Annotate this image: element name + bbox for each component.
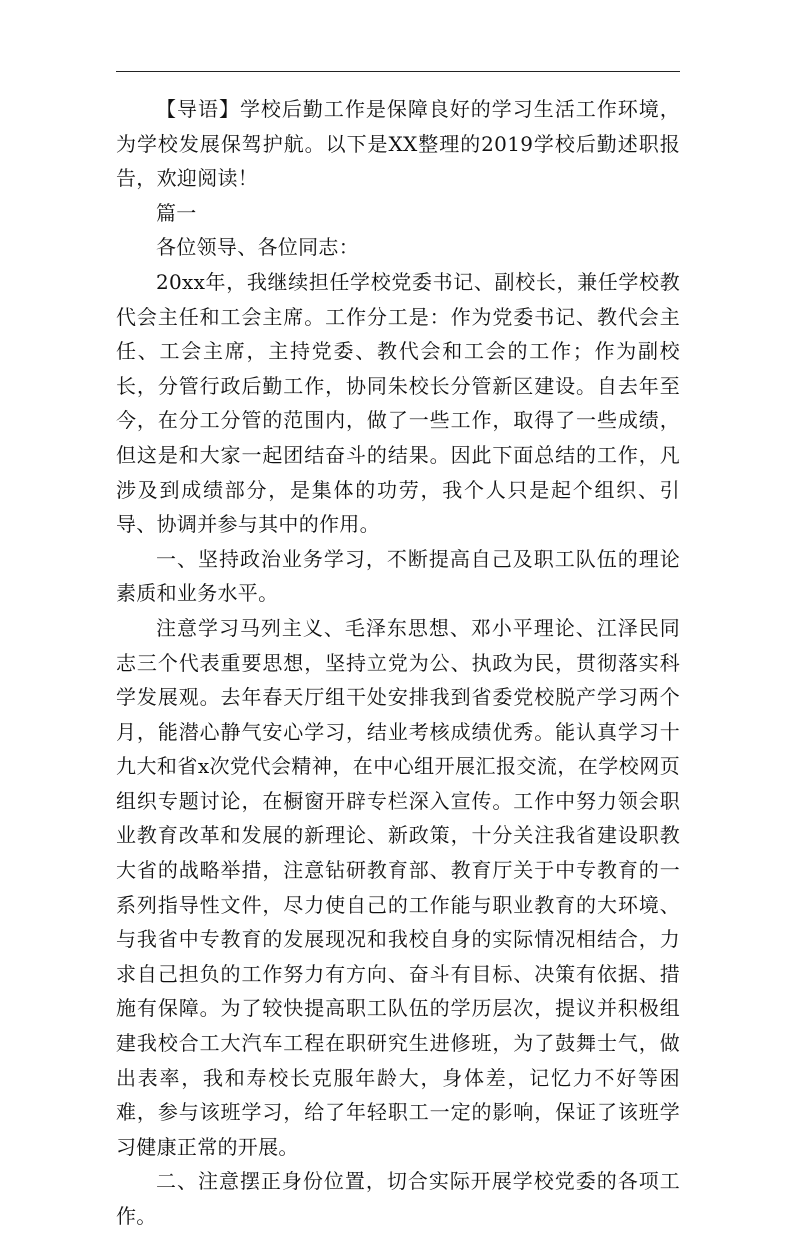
salutation: 各位领导、各位同志： <box>156 235 359 260</box>
subheading-1: 一、坚持政治业务学习，不断提高自己及职工队伍的理论素质和业务水平。 <box>116 546 680 606</box>
body-paragraph: 20xx年，我继续担任学校党委书记、副校长，兼任学校教代会主任和工会主席。工作分工是：作为党委书记、教代会主任、工会主席，主持党委、教代会和工会的工作；作为副校长，分管行政后勤工作，协同朱校长分管新区建设。自去年至今，在分工分管的范围内，做了一些工作，取得了一些成绩，但这是和大家一起团结奋斗的结果。因此下面总结的工作，凡涉及到成绩部分，是集体的功劳，我个人只是起个组织、引导、协调并参与其中的作用。 <box>116 269 680 537</box>
intro-paragraph: 【导语】学校后勤工作是保障良好的学习生活工作环境，为学校发展保驾护航。以下是XX整理的2019学校后勤述职报告，欢迎阅读！ <box>116 97 680 191</box>
body-paragraph: 注意学习马列主义、毛泽东思想、邓小平理论、江泽民同志三个代表重要思想，坚持立党为公、执政为民，贯彻落实科学发展观。去年春天厅组干处安排我到省委党校脱产学习两个月，能潜心静气安心学习，结业考核成绩优秀。能认真学习十九大和省x次党代会精神，在中心组开展汇报交流，在学校网页组织专题讨论，在橱窗开辟专栏深入宣传。工作中努力领会职业教育改革和发展的新理论、新政策，十分关注我省建设职教大省的战略举措，注意钻研教育部、教育厅关于中专教育的一系列指导性文件，尽力使自己的工作能与职业教育的大环境、与我省中专教育的发展现况和我校自身的实际情况相结合，力求自己担负的工作努力有方向、奋斗有目标、决策有依据、措施有保障。为了较快提高职工队伍的学历层次，提议并积极组建我校合工大汽车工程在职研究生进修班，为了鼓舞士气，做出表率，我和寿校长克服年龄大，身体差，记忆力不好等困难，参与该班学习，给了年轻职工一定的影响，保证了该班学习健康正常的开展。 <box>116 615 680 1159</box>
subheading-2: 二、注意摆正身份位置，切合实际开展学校党委的各项工作。 <box>116 1169 680 1228</box>
document-body <box>116 92 680 1234</box>
section-heading: 篇一 <box>156 200 197 225</box>
header-rule <box>116 71 680 72</box>
